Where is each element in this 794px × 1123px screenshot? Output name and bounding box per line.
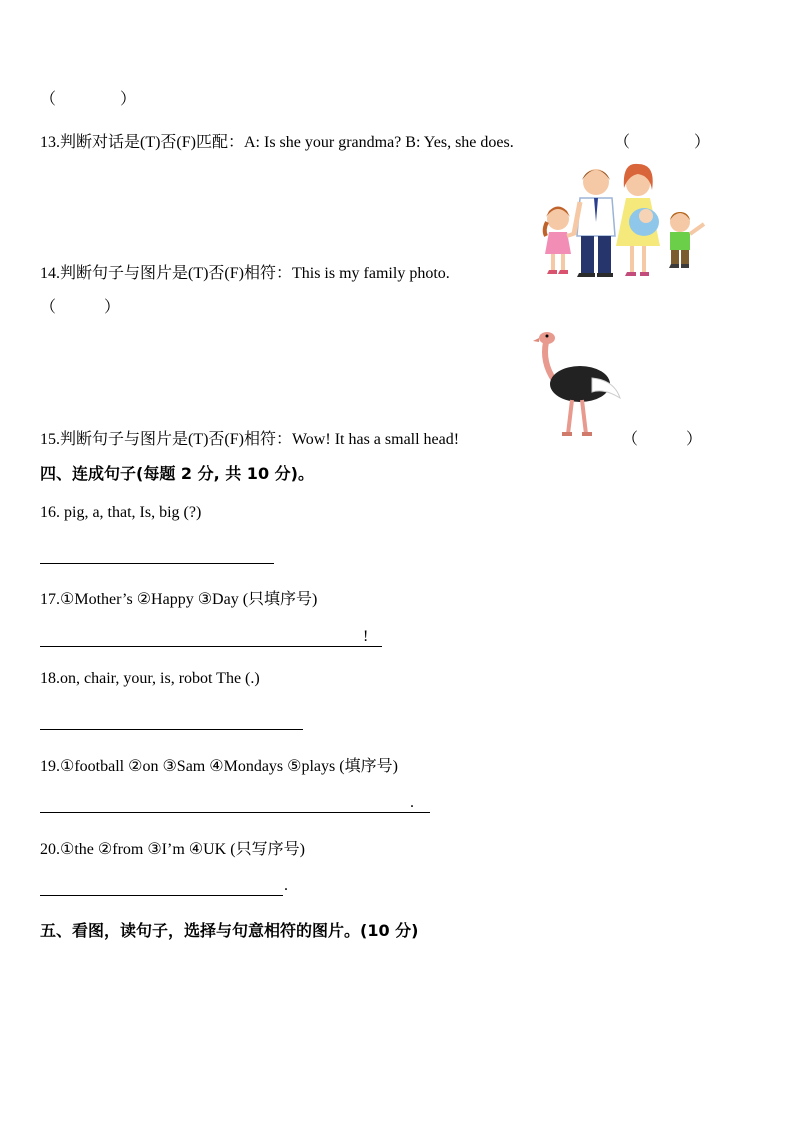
q16-question: 16. pig, a, that, Is, big (?)	[40, 504, 202, 521]
q14-question: 14.判断句子与图片是(T)否(F)相符：This is my family photo.	[40, 265, 450, 282]
q20-answer-line[interactable]	[40, 895, 283, 896]
q19-question: 19.①football ②on ③Sam ④Mondays ⑤plays (填序号)	[40, 758, 398, 775]
q12-answer-paren: （ ）	[40, 91, 137, 108]
q20-question: 20.①the ②from ③I’m ④UK (只写序号)	[40, 841, 305, 858]
q13-text: 13.判断对话是(T)否(F)匹配：A: Is she your grandma? B: Yes, she does.	[40, 134, 514, 151]
q17-answer-line[interactable]	[40, 646, 382, 647]
ostrich-illustration-icon	[532, 328, 622, 442]
section-4-title: 四、连成句子(每题 2 分, 共 10 分)。	[40, 464, 314, 483]
q19-answer-line[interactable]	[40, 812, 430, 813]
q13-answer-paren: （ ）	[614, 134, 711, 151]
q18-question: 18.on, chair, your, is, robot The (.)	[40, 670, 260, 687]
q14-answer-paren: （ ）	[40, 299, 121, 316]
section-5-title: 五、看图，读句子，选择与句意相符的图片。(10 分)	[40, 921, 419, 940]
q16-answer-line[interactable]	[40, 563, 274, 564]
q15-question: 15.判断句子与图片是(T)否(F)相符：Wow! It has a small head!	[40, 431, 460, 448]
q15-answer-paren: （ ）	[622, 431, 703, 448]
q17-question: 17.①Mother’s ②Happy ③Day (只填序号)	[40, 591, 318, 608]
q20-end-mark: .	[284, 877, 288, 894]
family-illustration-icon	[532, 162, 714, 278]
q18-answer-line[interactable]	[40, 729, 303, 730]
q17-end-mark: !	[363, 628, 369, 645]
q19-end-mark: .	[410, 794, 414, 811]
q13-question	[40, 129, 514, 152]
